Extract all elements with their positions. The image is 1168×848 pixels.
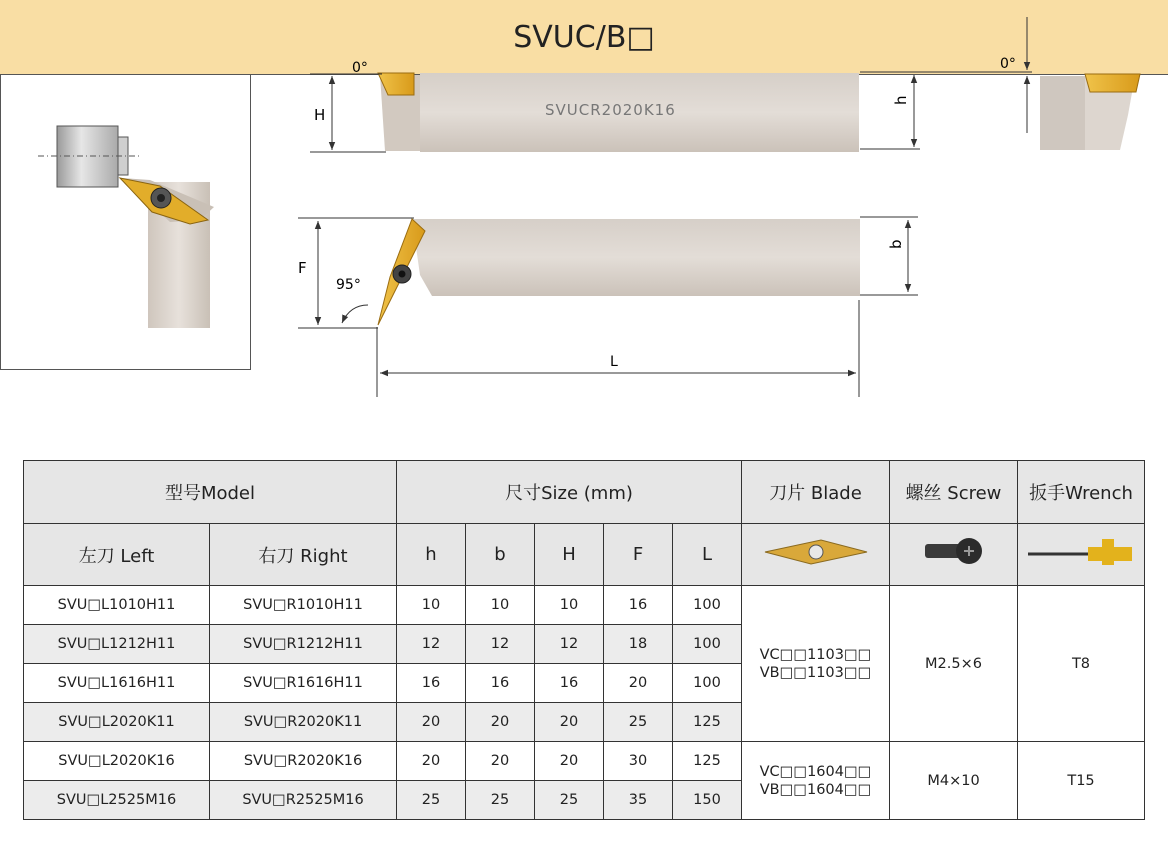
product-title: SVUC/B□ bbox=[0, 0, 1168, 75]
table-row: SVU□L2525M16 SVU□R2525M16 25 25 25 35 150 bbox=[24, 781, 1145, 820]
table-row: SVU□L2020K16 SVU□R2020K16 20 20 20 30 125 VC□□1604□□ VB□□1604□□ M4×10 T15 bbox=[24, 742, 1145, 781]
end-view-insert bbox=[1085, 74, 1140, 92]
shank-top bbox=[412, 219, 860, 296]
header-L: L bbox=[673, 524, 742, 586]
top-view bbox=[298, 217, 918, 397]
angle-top-left: 0° bbox=[352, 60, 368, 76]
table-row: SVU□L1010H11 SVU□R1010H11 10 10 10 16 100 VC□□1103□□ VB□□1103□□ M2.5×6 T8 bbox=[24, 586, 1145, 625]
wrench-image bbox=[1026, 537, 1136, 567]
header-b: b bbox=[466, 524, 535, 586]
shank-marking: SVUCR2020K16 bbox=[545, 101, 676, 119]
header-H: H bbox=[535, 524, 604, 586]
dim-h: h bbox=[892, 95, 910, 105]
spec-table bbox=[23, 460, 1145, 820]
screw-cell-group-2: M4×10 bbox=[890, 742, 1018, 820]
header-right: 右刀 Right bbox=[210, 524, 397, 586]
blade-insert-image bbox=[761, 534, 871, 570]
end-view bbox=[860, 17, 1140, 150]
angle-top-right: 0° bbox=[1000, 56, 1016, 72]
side-view bbox=[310, 60, 920, 152]
header-F: F bbox=[604, 524, 673, 586]
wrench-image-cell bbox=[1018, 524, 1145, 586]
blade-image-cell bbox=[742, 524, 890, 586]
thumbnail-illustration bbox=[0, 74, 249, 368]
end-view-shank bbox=[1040, 76, 1090, 150]
table-row: SVU□L1616H11 SVU□R1616H11 16 16 16 20 100 bbox=[24, 664, 1145, 703]
header-h: h bbox=[397, 524, 466, 586]
table-row: SVU□L2020K11 SVU□R2020K11 20 20 20 25 125 bbox=[24, 703, 1145, 742]
header-left: 左刀 Left bbox=[24, 524, 210, 586]
technical-drawing bbox=[290, 15, 1160, 405]
dim-L: L bbox=[610, 354, 618, 370]
dim-H: H bbox=[314, 106, 326, 124]
screw-image bbox=[919, 530, 989, 574]
blade-cell-group-1: VC□□1103□□ VB□□1103□□ bbox=[742, 586, 890, 742]
screw-cell-group-1: M2.5×6 bbox=[890, 586, 1018, 742]
header-wrench: 扳手Wrench bbox=[1018, 461, 1145, 524]
header-blade: 刀片 Blade bbox=[742, 461, 890, 524]
screw-image-cell bbox=[890, 524, 1018, 586]
header-model: 型号Model bbox=[24, 461, 397, 524]
wrench-cell-group-1: T8 bbox=[1018, 586, 1145, 742]
wrench-cell-group-2: T15 bbox=[1018, 742, 1145, 820]
header-screw: 螺丝 Screw bbox=[890, 461, 1018, 524]
blade-cell-group-2: VC□□1604□□ VB□□1604□□ bbox=[742, 742, 890, 820]
dim-F: F bbox=[298, 259, 307, 277]
dim-b: b bbox=[887, 239, 905, 249]
header-size: 尺寸Size (mm) bbox=[397, 461, 742, 524]
table-row: SVU□L1212H11 SVU□R1212H11 12 12 12 18 100 bbox=[24, 625, 1145, 664]
angle-side: 95° bbox=[336, 277, 361, 293]
